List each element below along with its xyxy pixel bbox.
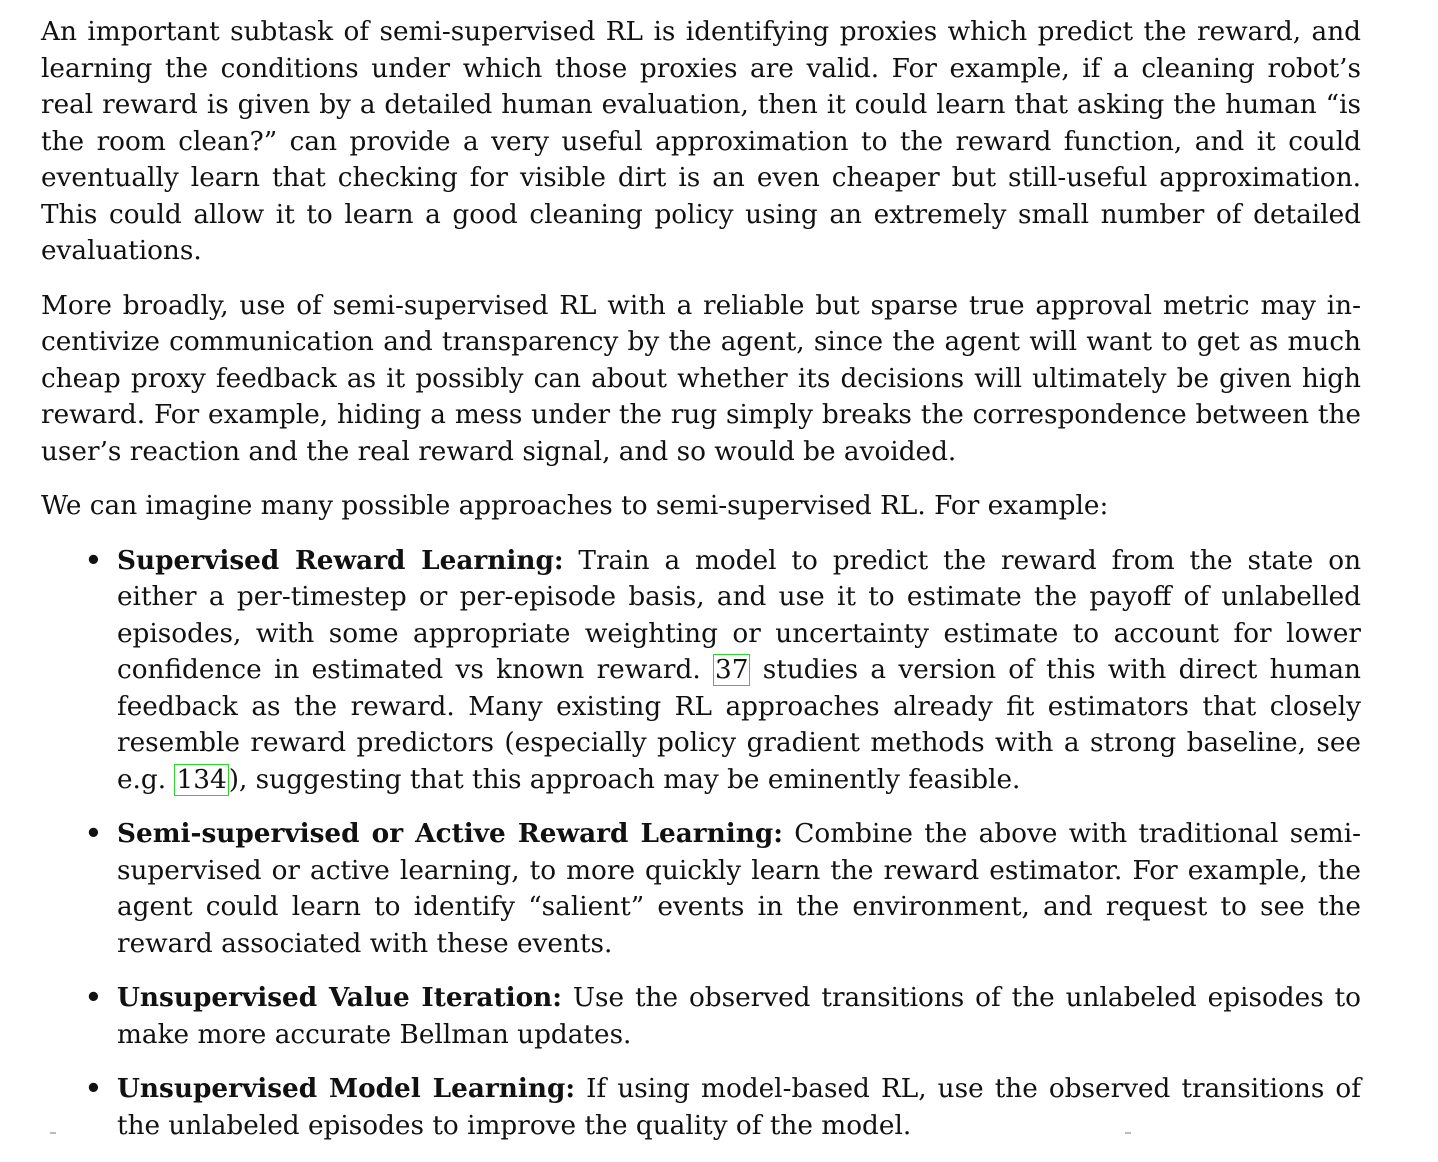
page-bottom-marks <box>0 1128 1438 1138</box>
item-text: ), suggesting that this approach may be eminently feasible. <box>228 764 1021 795</box>
item-text: Use the observed transitions of the unlabeled episodes to make more accurate Bellman updates. <box>117 983 1361 1050</box>
paragraph-approaches-intro: We can imagine many possible approaches to semi-supervised RL. For example: <box>41 491 1109 521</box>
crop-mark <box>1125 1132 1131 1134</box>
list-item-unsupervised-value-iteration <box>41 980 1361 1053</box>
item-text: Train a model to predict the reward from the state on either a per-timestep or per-episode basis, and use it to estimate the payoff of unlabelled episodes, with some appropriate weighting or uncertainty estimate to account for lower confidence in estimated vs known reward. <box>117 545 1362 685</box>
item-text: Combine the above with traditional semi-supervised or active learning, to more quickly learn the reward estimator. For example, the agent could learn to identify “salient” events in the environment, and request to see the reward associated with these events. <box>117 819 1361 959</box>
item-text: If using model-based RL, use the observed transitions of the unlabeled episodes to improve the quality of the model. <box>117 1074 1361 1141</box>
citation-link-37[interactable]: 37 <box>715 655 749 685</box>
bullet-icon: • <box>85 982 102 1013</box>
document-body <box>41 14 1361 1162</box>
list-item-supervised-reward-learning <box>41 543 1361 799</box>
item-term: Unsupervised Value Iteration: <box>117 982 562 1013</box>
item-term: Semi-supervised or Active Reward Learning: <box>117 818 783 849</box>
approaches-list <box>41 543 1361 1145</box>
item-term: Unsupervised Model Learning: <box>117 1073 576 1104</box>
crop-mark <box>50 1132 56 1134</box>
bullet-icon: • <box>85 818 102 849</box>
citation-link-134[interactable]: 134 <box>176 764 227 795</box>
bullet-icon: • <box>85 544 102 576</box>
bullet-icon: • <box>85 1073 102 1104</box>
paragraph-proxies: An important subtask of semi-supervised RL is identifying proxies which predict the reward, and learning the conditions under which those proxies are valid. For example, if a cleaning robot’s real reward is given by a detailed human evaluation, then it could learn that asking the human “is the room clean?” can provide a very useful approximation to the reward function, and it could eventually learn that checking for visible dirt is an even cheaper but still-useful approximation. This could allow it to learn a good cleaning policy using an extremely small number of detailed evaluations. <box>41 17 1361 266</box>
list-item-active-reward-learning <box>41 816 1361 962</box>
item-text: studies a version of this with direct human feedback as the reward. Many existing RL approaches already fit estimators that closely resemble reward predictors (especially policy gradient methods with a strong baseline, see e.g. <box>117 655 1361 795</box>
item-term: Supervised Reward Learning: <box>117 544 564 576</box>
paragraph-broadly: More broadly, use of semi-supervised RL with a reliable but sparse true approval metric may incentivize communication and transparency by the agent, since the agent will want to get as much cheap proxy feedback as it possibly can about whether its decisions will ultimately be given high reward. For example, hiding a mess under the rug simply breaks the correspondence between the user’s reaction and the real reward signal, and so would be avoided. <box>41 290 1361 467</box>
